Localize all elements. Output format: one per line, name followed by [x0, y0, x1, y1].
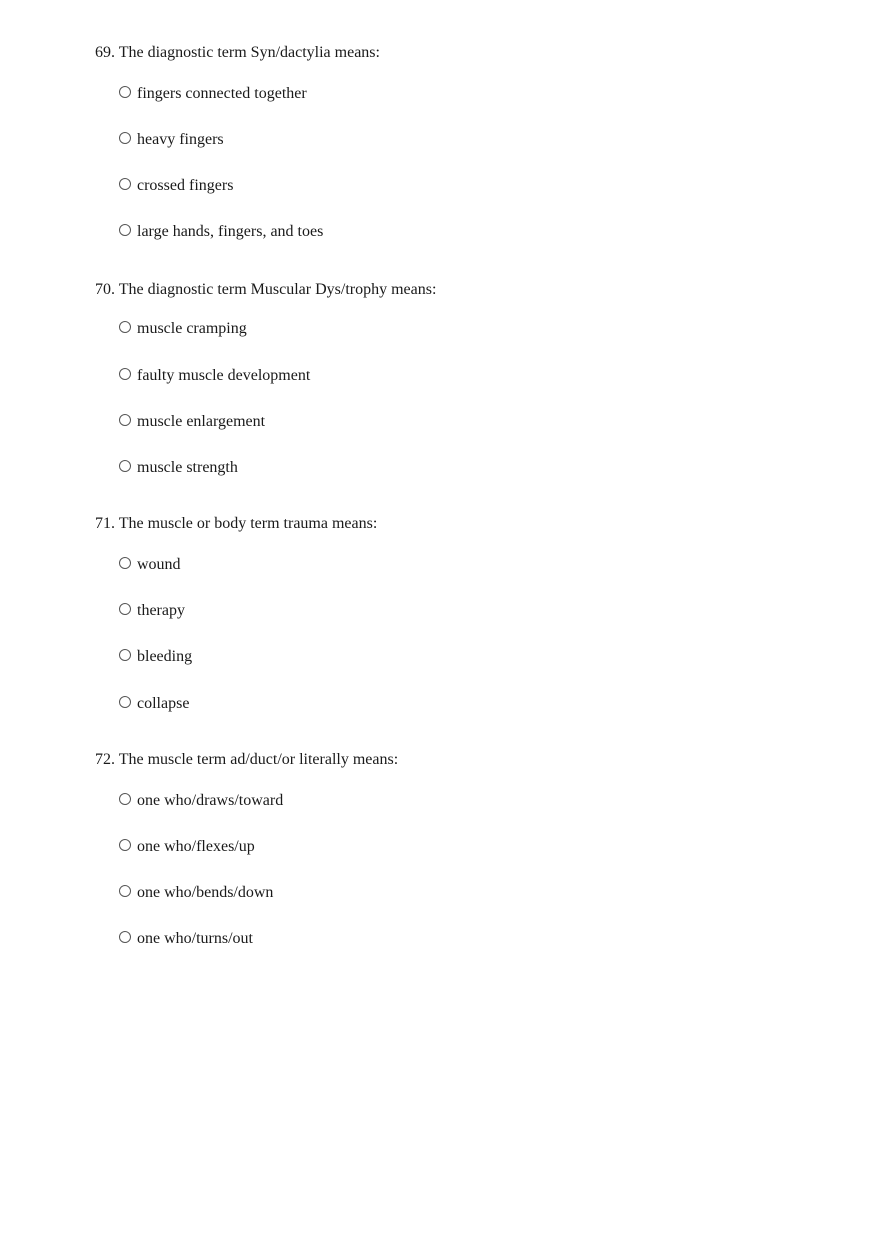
answer-option[interactable] [119, 222, 323, 242]
option-label: one who/flexes/up [137, 838, 255, 855]
answer-option[interactable] [119, 694, 189, 714]
option-label: bleeding [137, 648, 193, 665]
answer-option[interactable] [119, 84, 307, 104]
answer-option[interactable] [119, 412, 265, 432]
answer-option[interactable] [119, 130, 224, 150]
option-label: heavy fingers [137, 131, 224, 148]
radio-button[interactable] [119, 557, 131, 569]
question-70 [95, 280, 795, 476]
answer-option[interactable] [119, 176, 233, 196]
option-label: muscle strength [137, 459, 238, 476]
radio-button[interactable] [119, 839, 131, 851]
answer-option[interactable] [119, 647, 192, 667]
radio-button[interactable] [119, 603, 131, 615]
option-label: one who/turns/out [137, 930, 253, 947]
radio-button[interactable] [119, 178, 131, 190]
question-text: 72. The muscle term ad/duct/or literally means: [95, 751, 399, 768]
radio-button[interactable] [119, 132, 131, 144]
radio-button[interactable] [119, 86, 131, 98]
option-label: therapy [137, 602, 185, 619]
answer-option[interactable] [119, 601, 185, 621]
option-label: one who/bends/down [137, 884, 274, 901]
radio-button[interactable] [119, 649, 131, 661]
question-text: 71. The muscle or body term trauma means: [95, 515, 378, 532]
radio-button[interactable] [119, 793, 131, 805]
question-71 [95, 514, 795, 712]
radio-button[interactable] [119, 696, 131, 708]
option-label: large hands, fingers, and toes [137, 223, 324, 240]
answer-option[interactable] [119, 319, 247, 339]
answer-option[interactable] [119, 791, 283, 811]
question-69 [95, 43, 795, 240]
radio-button[interactable] [119, 931, 131, 943]
option-label: fingers connected together [137, 85, 307, 102]
radio-button[interactable] [119, 368, 131, 380]
option-label: muscle enlargement [137, 413, 266, 430]
option-label: muscle cramping [137, 320, 247, 337]
radio-button[interactable] [119, 414, 131, 426]
answer-option[interactable] [119, 555, 181, 575]
radio-button[interactable] [119, 460, 131, 472]
option-label: one who/draws/toward [137, 792, 284, 809]
answer-option[interactable] [119, 929, 253, 949]
question-72 [95, 750, 795, 947]
option-label: faulty muscle development [137, 367, 311, 384]
answer-option[interactable] [119, 366, 310, 386]
answer-option[interactable] [119, 837, 255, 857]
question-text: 69. The diagnostic term Syn/dactylia means: [95, 44, 380, 61]
option-label: collapse [137, 695, 190, 712]
radio-button[interactable] [119, 224, 131, 236]
radio-button[interactable] [119, 885, 131, 897]
option-label: wound [137, 556, 181, 573]
question-text: 70. The diagnostic term Muscular Dys/trophy means: [95, 281, 437, 298]
radio-button[interactable] [119, 321, 131, 333]
option-label: crossed fingers [137, 177, 234, 194]
answer-option[interactable] [119, 883, 273, 903]
answer-option[interactable] [119, 458, 238, 478]
